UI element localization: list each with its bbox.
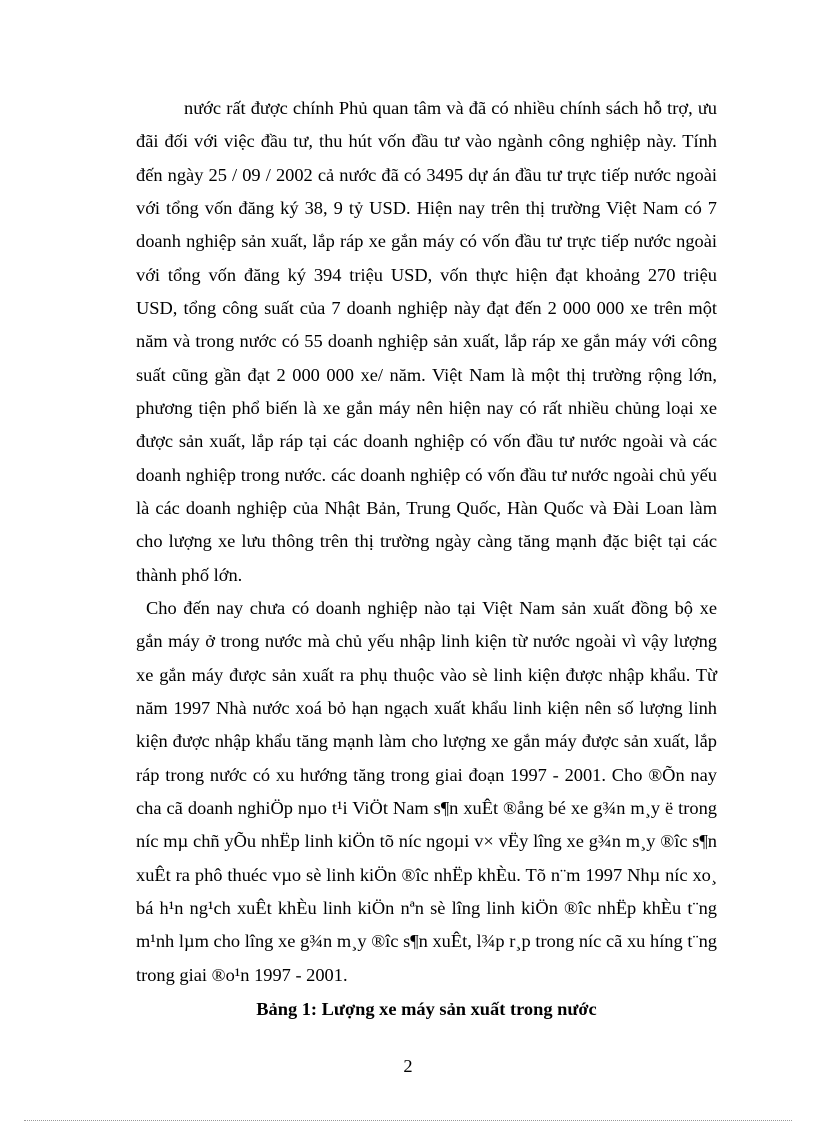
body-paragraph-1: nước rất được chính Phủ quan tâm và đã có nhiều chính sách hỗ trợ, ưu đãi đối với việc đầu tư, thu hút vốn đầu tư vào ngành công nghiệp này. Tính đến ngày 25 / 09 / 2002 cả nước đã có 3495 dự án đầu tư trực tiếp nước ngoài với tổng vốn đăng ký 38, 9 tỷ USD. Hiện nay trên thị trường Việt Nam có 7 doanh nghiệp sản xuất, lắp ráp xe gắn máy có vốn đầu tư trực tiếp nước ngoài với tổng vốn đăng ký 394 triệu USD, vốn thực hiện đạt khoảng 270 triệu USD, tổng công suất của 7 doanh nghiệp này đạt đến 2 000 000 xe trên một năm và trong nước có 55 doanh nghiệp sản xuất, lắp ráp xe gắn máy với công suất cũng gần đạt 2 000 000 xe/ năm. Việt Nam là một thị trường rộng lớn, phương tiện phổ biến là xe gắn máy nên hiện nay có rất nhiều chủng loại xe được sản xuất, lắp ráp tại các doanh nghiệp có vốn đầu tư nước ngoài và các doanh nghiệp trong nước. các doanh nghiệp có vốn đầu tư nước ngoài chủ yếu là các doanh nghiệp của Nhật Bản, Trung Quốc, Hàn Quốc và Đài Loan làm cho lượng xe lưu thông trên thị trường ngày càng tăng mạnh đặc biệt tại các thành phố lớn.	[136, 98, 717, 585]
page-number: 2	[403, 1056, 413, 1076]
table-caption: Bảng 1: Lượng xe máy sản xuất trong nước	[256, 999, 597, 1019]
page-footer-divider	[24, 1120, 792, 1121]
body-paragraph-2: Cho đến nay chưa có doanh nghiệp nào tại Việt Nam sản xuất đồng bộ xe gắn máy ở trong nước mà chủ yếu nhập linh kiện từ nước ngoài vì vậy lượng xe gắn máy được sản xuất ra phụ thuộc vào sè linh kiện được nhập khẩu. Từ năm 1997 Nhà nước xoá bỏ hạn ngạch xuất khẩu linh kiện nên số lượng linh kiện được nhập khẩu tăng mạnh làm cho lượng xe gắn máy được sản xuất, lắp ráp trong nước có xu hướng tăng trong giai đoạn 1997 - 2001. Cho ®Õn nay cha cã doanh nghiÖp nµo t¹i ViÖt Nam s¶n xuÊt ®ång bé xe g¾n m¸y ë trong níc mµ chñ yÕu nhËp linh kiÖn tõ níc ngoµi v× vËy lîng xe g¾n m¸y ®îc s¶n xuÊt ra phô thuéc vµo sè linh kiÖn ®îc nhËp khÈu. Tõ n¨m 1997 Nhµ níc xo¸ bá h¹n ng¹ch xuÊt khÈu linh kiÖn nªn sè lîng linh kiÖn ®îc nhËp khÈu t¨ng m¹nh lµm cho lîng xe g¾n m¸y ®îc s¶n xuÊt, l¾p r¸p trong níc cã xu híng t¨ng trong giai ®o¹n 1997 - 2001.	[136, 598, 717, 985]
